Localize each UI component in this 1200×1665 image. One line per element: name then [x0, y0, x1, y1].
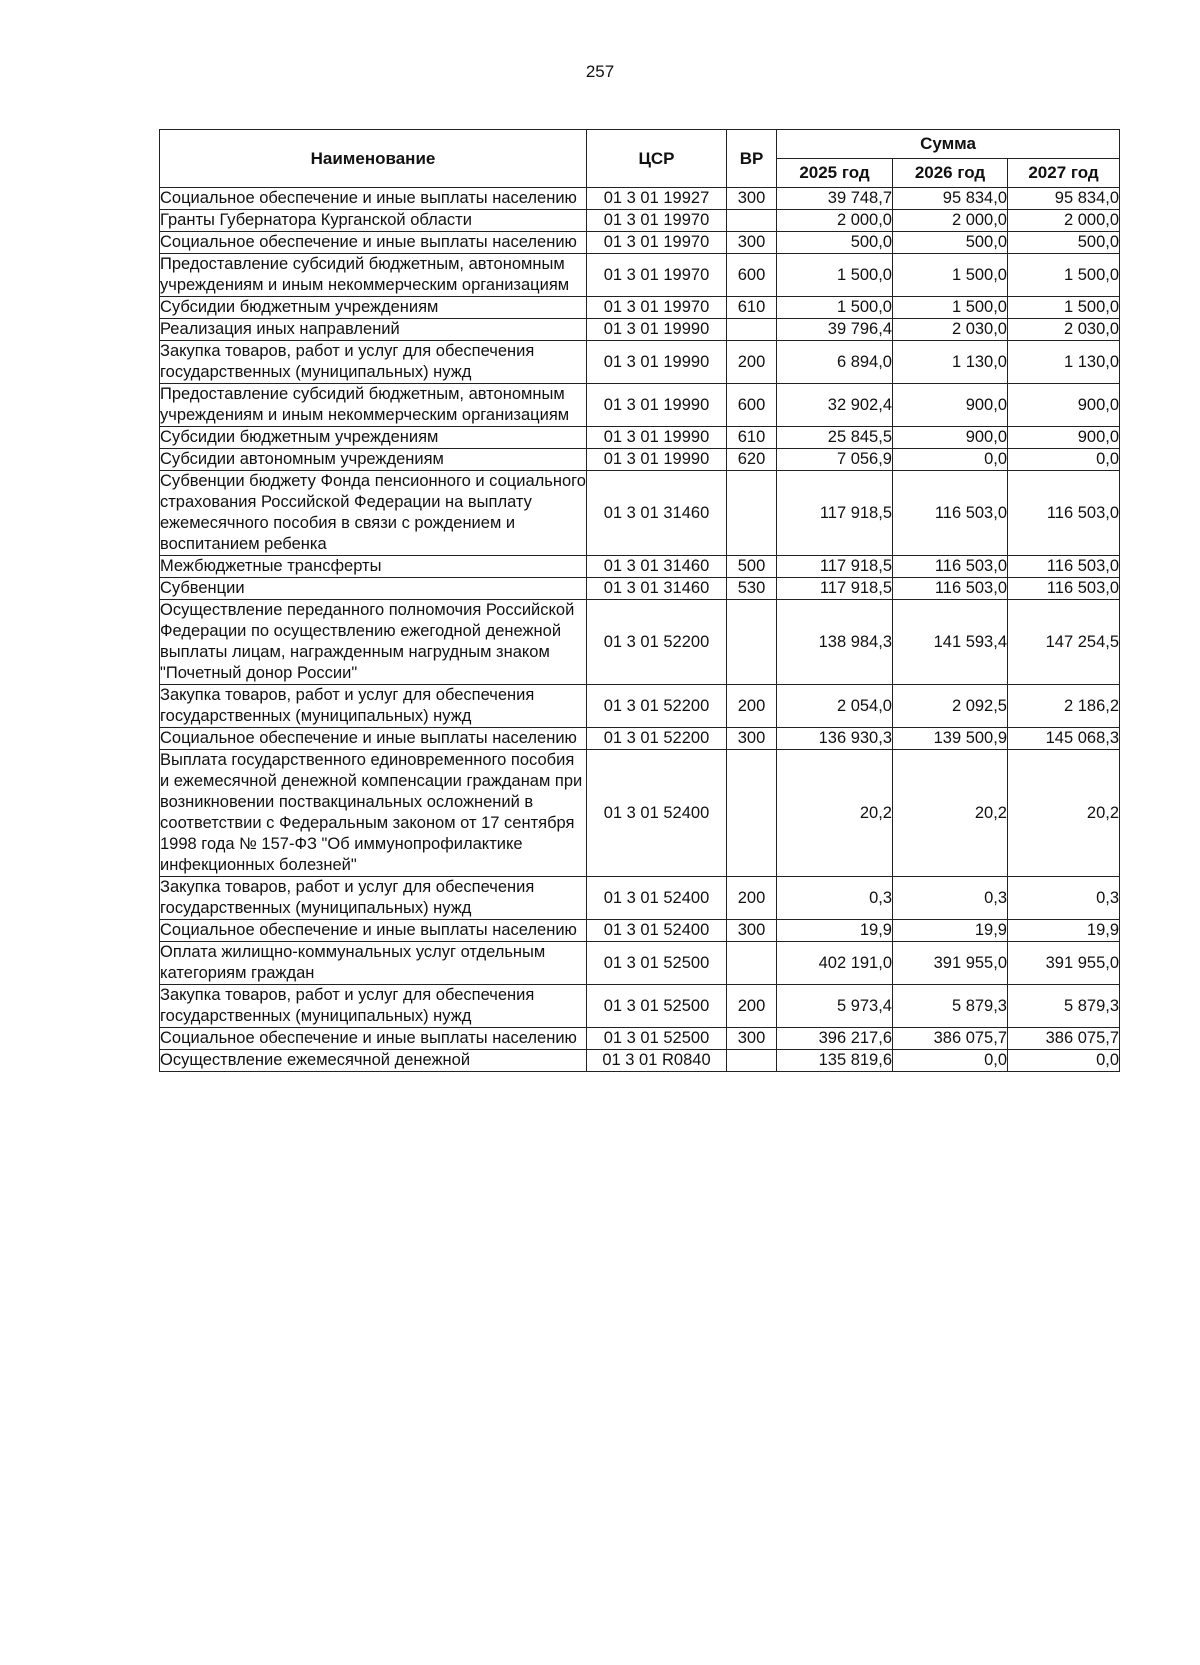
row-sum-2027: 19,9	[1008, 920, 1120, 942]
row-csr: 01 3 01 52200	[587, 685, 727, 728]
row-vr: 300	[727, 920, 777, 942]
row-name: Предоставление субсидий бюджетным, автономным учреждениям и иным некоммерческим организациям	[160, 384, 587, 427]
row-sum-2027: 2 030,0	[1008, 319, 1120, 341]
table-row	[160, 877, 1120, 920]
row-sum-2026: 1 130,0	[893, 341, 1008, 384]
row-sum-2026: 20,2	[893, 750, 1008, 877]
row-sum-2027: 5 879,3	[1008, 985, 1120, 1028]
row-sum-2027: 0,3	[1008, 877, 1120, 920]
row-sum-2025: 117 918,5	[777, 556, 893, 578]
row-sum-2025: 0,3	[777, 877, 893, 920]
row-sum-2026: 386 075,7	[893, 1028, 1008, 1050]
row-sum-2025: 117 918,5	[777, 471, 893, 556]
row-sum-2026: 139 500,9	[893, 728, 1008, 750]
row-sum-2025: 2 000,0	[777, 210, 893, 232]
row-name: Выплата государственного единовременного пособия и ежемесячной денежной компенсации гражданам при возникновении поствакцинальных осложнений в соответствии с Федеральным законом от 17 сентября 1998 года № 157-ФЗ "Об иммунопрофилактике инфекционных болезней"	[160, 750, 587, 877]
row-vr	[727, 1050, 777, 1072]
row-sum-2025: 1 500,0	[777, 254, 893, 297]
row-name: Субсидии бюджетным учреждениям	[160, 297, 587, 319]
row-vr: 500	[727, 556, 777, 578]
row-sum-2026: 2 030,0	[893, 319, 1008, 341]
row-sum-2026: 1 500,0	[893, 254, 1008, 297]
table-row	[160, 685, 1120, 728]
row-sum-2025: 402 191,0	[777, 942, 893, 985]
row-csr: 01 3 01 52500	[587, 942, 727, 985]
row-sum-2026: 0,3	[893, 877, 1008, 920]
row-name: Закупка товаров, работ и услуг для обеспечения государственных (муниципальных) нужд	[160, 985, 587, 1028]
row-csr: 01 3 01 19927	[587, 188, 727, 210]
row-sum-2027: 1 500,0	[1008, 254, 1120, 297]
row-sum-2026: 500,0	[893, 232, 1008, 254]
table-row	[160, 920, 1120, 942]
row-vr: 600	[727, 384, 777, 427]
page-number: 257	[585, 62, 615, 81]
table-row	[160, 600, 1120, 685]
row-vr	[727, 942, 777, 985]
table-row	[160, 341, 1120, 384]
table-row	[160, 449, 1120, 471]
row-vr: 620	[727, 449, 777, 471]
row-sum-2027: 116 503,0	[1008, 471, 1120, 556]
row-vr: 200	[727, 341, 777, 384]
row-sum-2025: 1 500,0	[777, 297, 893, 319]
row-sum-2025: 32 902,4	[777, 384, 893, 427]
row-vr: 300	[727, 232, 777, 254]
row-name: Осуществление переданного полномочия Российской Федерации по осуществлению ежегодной денежной выплаты лицам, награжденным нагрудным знаком "Почетный донор России"	[160, 600, 587, 685]
row-name: Предоставление субсидий бюджетным, автономным учреждениям и иным некоммерческим организациям	[160, 254, 587, 297]
row-name: Субсидии автономным учреждениям	[160, 449, 587, 471]
row-name: Социальное обеспечение и иные выплаты населению	[160, 188, 587, 210]
row-sum-2026: 95 834,0	[893, 188, 1008, 210]
row-sum-2026: 2 092,5	[893, 685, 1008, 728]
row-vr: 530	[727, 578, 777, 600]
row-sum-2026: 116 503,0	[893, 578, 1008, 600]
row-sum-2027: 900,0	[1008, 427, 1120, 449]
row-csr: 01 3 01 52200	[587, 728, 727, 750]
row-sum-2027: 116 503,0	[1008, 556, 1120, 578]
row-vr: 200	[727, 685, 777, 728]
row-vr	[727, 471, 777, 556]
row-sum-2027: 20,2	[1008, 750, 1120, 877]
row-sum-2025: 396 217,6	[777, 1028, 893, 1050]
row-name: Субвенции	[160, 578, 587, 600]
row-sum-2027: 0,0	[1008, 1050, 1120, 1072]
table-row	[160, 384, 1120, 427]
table-row	[160, 297, 1120, 319]
budget-table	[159, 129, 1120, 1072]
row-sum-2025: 5 973,4	[777, 985, 893, 1028]
table-row	[160, 728, 1120, 750]
row-sum-2027: 145 068,3	[1008, 728, 1120, 750]
row-csr: 01 3 01 19990	[587, 427, 727, 449]
header-year-2026: 2026 год	[893, 159, 1008, 188]
row-sum-2025: 25 845,5	[777, 427, 893, 449]
row-sum-2026: 2 000,0	[893, 210, 1008, 232]
table-row	[160, 210, 1120, 232]
row-vr: 200	[727, 985, 777, 1028]
row-sum-2027: 0,0	[1008, 449, 1120, 471]
row-csr: 01 3 01 19970	[587, 210, 727, 232]
row-vr: 300	[727, 728, 777, 750]
row-name: Осуществление ежемесячной денежной	[160, 1050, 587, 1072]
header-vr: ВР	[727, 130, 777, 188]
row-csr: 01 3 01 19970	[587, 232, 727, 254]
row-csr: 01 3 01 52400	[587, 920, 727, 942]
row-sum-2025: 19,9	[777, 920, 893, 942]
row-csr: 01 3 01 R0840	[587, 1050, 727, 1072]
header-year-2025: 2025 год	[777, 159, 893, 188]
row-sum-2027: 900,0	[1008, 384, 1120, 427]
row-name: Социальное обеспечение и иные выплаты населению	[160, 1028, 587, 1050]
row-name: Межбюджетные трансферты	[160, 556, 587, 578]
row-name: Гранты Губернатора Курганской области	[160, 210, 587, 232]
row-sum-2025: 2 054,0	[777, 685, 893, 728]
row-sum-2025: 39 796,4	[777, 319, 893, 341]
table-row	[160, 1028, 1120, 1050]
row-name: Социальное обеспечение и иные выплаты населению	[160, 232, 587, 254]
row-sum-2026: 0,0	[893, 1050, 1008, 1072]
row-vr: 610	[727, 297, 777, 319]
row-name: Закупка товаров, работ и услуг для обеспечения государственных (муниципальных) нужд	[160, 341, 587, 384]
row-sum-2027: 147 254,5	[1008, 600, 1120, 685]
row-csr: 01 3 01 52400	[587, 750, 727, 877]
table-header	[160, 130, 1120, 188]
table-row	[160, 942, 1120, 985]
table-row	[160, 578, 1120, 600]
row-sum-2026: 900,0	[893, 384, 1008, 427]
row-name: Реализация иных направлений	[160, 319, 587, 341]
row-csr: 01 3 01 19990	[587, 319, 727, 341]
row-sum-2025: 136 930,3	[777, 728, 893, 750]
row-name: Закупка товаров, работ и услуг для обеспечения государственных (муниципальных) нужд	[160, 877, 587, 920]
header-name: Наименование	[160, 130, 587, 188]
table-row	[160, 319, 1120, 341]
row-csr: 01 3 01 31460	[587, 471, 727, 556]
row-sum-2026: 900,0	[893, 427, 1008, 449]
row-sum-2027: 95 834,0	[1008, 188, 1120, 210]
row-csr: 01 3 01 31460	[587, 556, 727, 578]
row-vr	[727, 750, 777, 877]
row-sum-2025: 135 819,6	[777, 1050, 893, 1072]
row-csr: 01 3 01 19990	[587, 449, 727, 471]
row-sum-2026: 19,9	[893, 920, 1008, 942]
row-csr: 01 3 01 52500	[587, 1028, 727, 1050]
row-vr: 600	[727, 254, 777, 297]
row-sum-2026: 1 500,0	[893, 297, 1008, 319]
table-row	[160, 985, 1120, 1028]
row-csr: 01 3 01 52200	[587, 600, 727, 685]
row-sum-2026: 391 955,0	[893, 942, 1008, 985]
row-vr	[727, 210, 777, 232]
row-sum-2027: 116 503,0	[1008, 578, 1120, 600]
row-vr: 300	[727, 188, 777, 210]
header-sum: Сумма	[777, 130, 1120, 159]
row-sum-2025: 20,2	[777, 750, 893, 877]
row-csr: 01 3 01 19970	[587, 254, 727, 297]
table-row	[160, 188, 1120, 210]
row-sum-2025: 138 984,3	[777, 600, 893, 685]
table-row	[160, 232, 1120, 254]
row-csr: 01 3 01 52500	[587, 985, 727, 1028]
table-row	[160, 750, 1120, 877]
row-csr: 01 3 01 19990	[587, 384, 727, 427]
header-year-2027: 2027 год	[1008, 159, 1120, 188]
row-csr: 01 3 01 19970	[587, 297, 727, 319]
row-vr: 610	[727, 427, 777, 449]
row-sum-2026: 5 879,3	[893, 985, 1008, 1028]
row-sum-2027: 386 075,7	[1008, 1028, 1120, 1050]
row-vr: 200	[727, 877, 777, 920]
row-name: Социальное обеспечение и иные выплаты населению	[160, 920, 587, 942]
row-sum-2027: 1 130,0	[1008, 341, 1120, 384]
row-sum-2025: 39 748,7	[777, 188, 893, 210]
row-sum-2026: 0,0	[893, 449, 1008, 471]
row-sum-2025: 117 918,5	[777, 578, 893, 600]
row-name: Оплата жилищно-коммунальных услуг отдельным категориям граждан	[160, 942, 587, 985]
table-row	[160, 556, 1120, 578]
header-csr: ЦСР	[587, 130, 727, 188]
row-name: Субвенции бюджету Фонда пенсионного и социального страхования Российской Федерации на выплату ежемесячного пособия в связи с рождением и воспитанием ребенка	[160, 471, 587, 556]
row-csr: 01 3 01 19990	[587, 341, 727, 384]
row-sum-2026: 141 593,4	[893, 600, 1008, 685]
table-row	[160, 1050, 1120, 1072]
row-sum-2026: 116 503,0	[893, 556, 1008, 578]
row-sum-2027: 1 500,0	[1008, 297, 1120, 319]
row-csr: 01 3 01 31460	[587, 578, 727, 600]
row-sum-2027: 500,0	[1008, 232, 1120, 254]
row-sum-2025: 7 056,9	[777, 449, 893, 471]
row-vr: 300	[727, 1028, 777, 1050]
row-sum-2026: 116 503,0	[893, 471, 1008, 556]
row-sum-2025: 6 894,0	[777, 341, 893, 384]
table-row	[160, 427, 1120, 449]
row-vr	[727, 600, 777, 685]
table-body	[160, 188, 1120, 1072]
row-sum-2027: 2 000,0	[1008, 210, 1120, 232]
row-sum-2025: 500,0	[777, 232, 893, 254]
row-csr: 01 3 01 52400	[587, 877, 727, 920]
row-name: Социальное обеспечение и иные выплаты населению	[160, 728, 587, 750]
row-name: Субсидии бюджетным учреждениям	[160, 427, 587, 449]
row-vr	[727, 319, 777, 341]
row-name: Закупка товаров, работ и услуг для обеспечения государственных (муниципальных) нужд	[160, 685, 587, 728]
table-row	[160, 471, 1120, 556]
table-row	[160, 254, 1120, 297]
row-sum-2027: 391 955,0	[1008, 942, 1120, 985]
row-sum-2027: 2 186,2	[1008, 685, 1120, 728]
